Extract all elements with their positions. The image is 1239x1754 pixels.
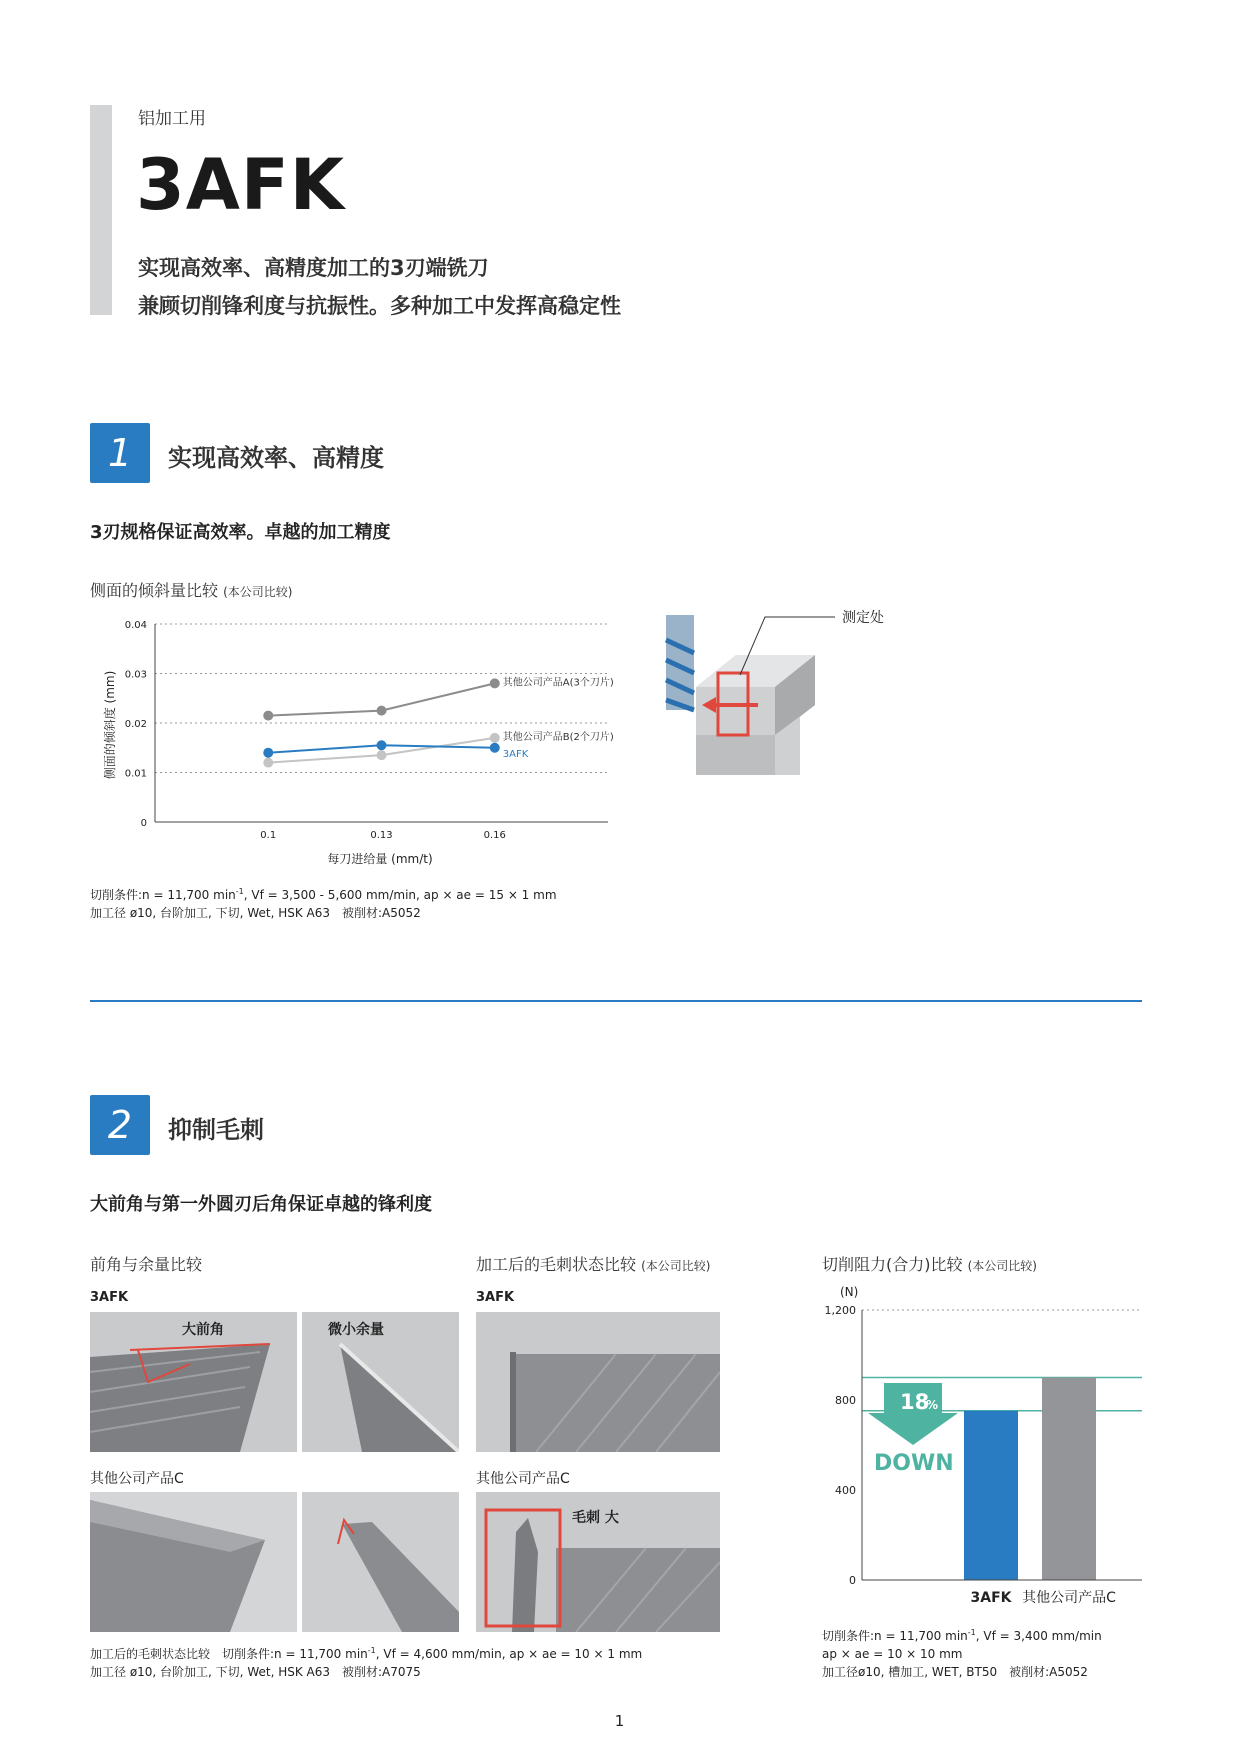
chart1-caption-note: (本公司比较) (223, 585, 293, 599)
nl1-pre: 加工后的毛刺状态比较 切削条件:n = 11,700 min (90, 1647, 368, 1661)
tagline-1: 实现高效率、高精度加工的3刃端铣刀 (138, 256, 489, 280)
data-point (490, 743, 500, 753)
col3-title-text: 切削阻力(合力)比较 (822, 1255, 963, 1274)
col2-label-bottom: 其他公司产品C (476, 1471, 570, 1487)
chart1-caption-text: 侧面的倾斜量比较 (90, 581, 219, 600)
data-point (377, 740, 387, 750)
photo-c-margin (302, 1492, 459, 1632)
photo-c-rake-art (90, 1492, 297, 1632)
product-title: 3AFK (136, 144, 345, 226)
bar-category-label: 3AFK (970, 1590, 1012, 1606)
header-accent-bar (90, 105, 112, 315)
chart1-ylabel: 侧面的倾斜度 (mm) (103, 670, 117, 780)
margin-label: 微小余量 (328, 1322, 384, 1338)
series-label: 其他公司产品A(3个刀片) (502, 677, 614, 689)
chart1-caption (90, 578, 292, 601)
bar-category-label: 其他公司产品C (1022, 1590, 1116, 1606)
bar-y-tick-label: 0 (849, 1574, 856, 1587)
section-2-subtitle: 大前角与第一外圆刃后角保证卓越的锋利度 (90, 1194, 432, 1215)
bar-y-tick-label: 800 (835, 1394, 856, 1407)
data-point (263, 758, 273, 768)
down-text: DOWN (874, 1451, 954, 1476)
photo-3afk-margin-art (302, 1312, 459, 1452)
conditions-line-1 (90, 883, 557, 904)
photo-3afk-margin (302, 1312, 459, 1452)
nl1-sup: -1 (367, 1646, 376, 1655)
section-2-conditions-left (90, 1642, 642, 1681)
down-indicator (868, 1383, 958, 1476)
x-tick-label: 0.16 (483, 830, 506, 841)
nl1-post: , Vf = 4,600 mm/min, ap × ae = 10 × 1 mm (375, 1647, 643, 1661)
photo-c-margin-art (302, 1492, 459, 1632)
nr1-sup: -1 (967, 1628, 976, 1637)
bar-y-tick-label: 1,200 (824, 1304, 856, 1317)
notes-left-line-1 (90, 1642, 642, 1663)
col1-label-bottom: 其他公司产品C (90, 1471, 184, 1487)
col3-title (822, 1252, 1037, 1275)
bar-y-tick-label: 400 (835, 1484, 856, 1497)
section-1-title: 实现高效率、高精度 (168, 444, 384, 472)
photo-3afk-burr (476, 1312, 720, 1452)
col3-title-note: (本公司比较) (967, 1259, 1037, 1273)
burr-label: 毛刺 大 (572, 1510, 619, 1526)
cond1-sup: -1 (235, 887, 244, 896)
nr1-pre: 切削条件:n = 11,700 min (822, 1629, 968, 1643)
bar-y-unit: (N) (840, 1285, 859, 1299)
photo-c-burr (476, 1492, 720, 1632)
col2-title (476, 1252, 710, 1275)
col2-title-note: (本公司比较) (641, 1259, 711, 1273)
y-tick-label: 0 (140, 818, 147, 829)
photo-3afk-burr-art (476, 1312, 720, 1452)
notes-right-line-3: 加工径ø10, 槽加工, WET, BT50 被削材:A5052 (822, 1665, 1088, 1679)
section-2-conditions-right (822, 1624, 1102, 1681)
down-percent-unit: % (926, 1398, 939, 1412)
data-point (377, 706, 387, 716)
col1-label-top: 3AFK (90, 1290, 129, 1305)
category-label: 铝加工用 (138, 109, 206, 129)
data-point (263, 748, 273, 758)
data-point (377, 750, 387, 760)
series-label: 其他公司产品B(2个刀片) (502, 731, 614, 743)
data-point (490, 733, 500, 743)
photo-c-rake (90, 1492, 297, 1632)
section-2-title: 抑制毛刺 (168, 1116, 264, 1144)
tilt-line-chart (90, 610, 630, 870)
photo-3afk-rake (90, 1312, 297, 1452)
x-tick-label: 0.1 (260, 830, 277, 841)
x-tick-label: 0.13 (370, 830, 393, 841)
nr1-post: , Vf = 3,400 mm/min (975, 1629, 1102, 1643)
page-number: 1 (614, 1712, 625, 1730)
conditions-line-2: 加工径 ø10, 台阶加工, 下切, Wet, HSK A63 被削材:A5052 (90, 906, 421, 920)
section-1-conditions (90, 883, 557, 922)
y-tick-label: 0.01 (124, 768, 147, 780)
cond1-post: , Vf = 3,500 - 5,600 mm/min, ap × ae = 15 × 1 mm (243, 888, 557, 902)
rake-label: 大前角 (182, 1322, 224, 1338)
bar (1042, 1378, 1096, 1581)
photo-3afk-rake-art (90, 1312, 297, 1452)
section-2-badge: 2 (90, 1095, 150, 1155)
photo-c-burr-art (476, 1492, 720, 1632)
bar (964, 1411, 1018, 1580)
down-percent: 18 (900, 1390, 930, 1414)
data-point (263, 711, 273, 721)
section-1-subtitle: 3刃规格保证高效率。卓越的加工精度 (90, 522, 391, 543)
y-tick-label: 0.02 (124, 719, 147, 730)
notes-right-line-2: ap × ae = 10 × 10 mm (822, 1647, 963, 1661)
section-divider (90, 1000, 1142, 1002)
col1-title: 前角与余量比较 (90, 1255, 203, 1274)
measurement-diagram (640, 605, 900, 785)
notes-right-line-1 (822, 1624, 1102, 1645)
col2-title-text: 加工后的毛刺状态比较 (476, 1255, 637, 1274)
section-1-badge: 1 (90, 423, 150, 483)
y-tick-label: 0.03 (124, 669, 147, 681)
col2-label-top: 3AFK (476, 1290, 515, 1305)
cond1-pre: 切削条件:n = 11,700 min (90, 888, 236, 902)
y-tick-label: 0.04 (124, 620, 147, 631)
data-point (490, 678, 500, 688)
cutting-force-bar-chart (822, 1280, 1142, 1620)
series-label: 3AFK (502, 748, 529, 760)
diagram-label: 测定处 (842, 610, 884, 626)
chart1-xlabel: 每刀进给量 (mm/t) (327, 852, 433, 866)
notes-left-line-2: 加工径 ø10, 台阶加工, 下切, Wet, HSK A63 被削材:A7075 (90, 1665, 421, 1679)
block-step-face (696, 735, 775, 775)
tagline-2: 兼顾切削锋利度与抗振性。多种加工中发挥高稳定性 (138, 294, 621, 318)
